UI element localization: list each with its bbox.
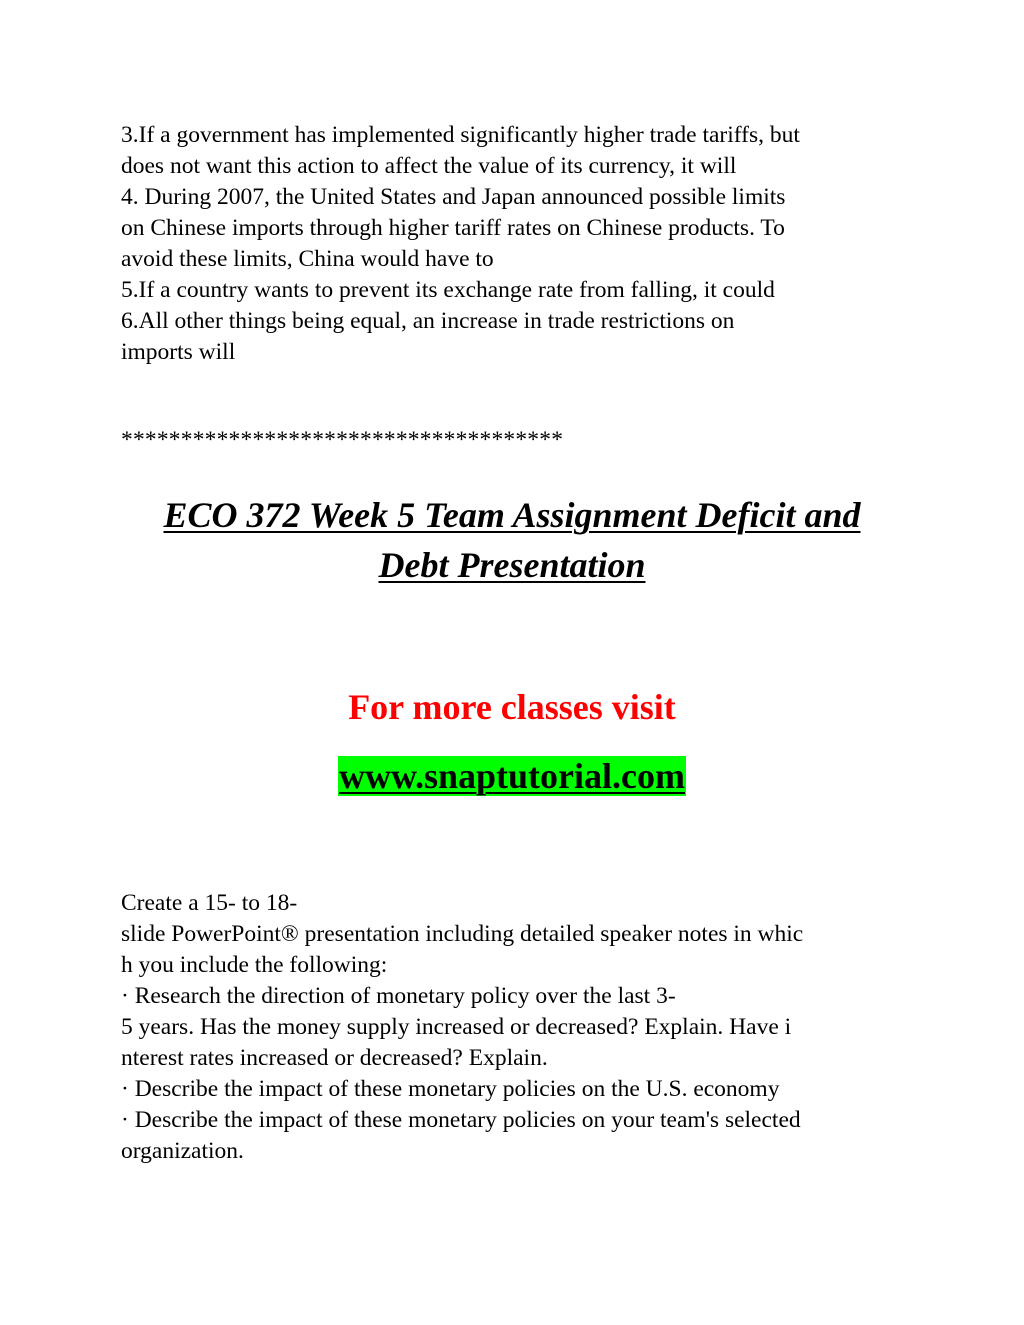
question-line: imports will <box>121 339 236 365</box>
question-line: 3.If a government has implemented significantly higher trade tariffs, but <box>121 122 800 148</box>
promo-link-row <box>0 752 1024 800</box>
question-line: 6.All other things being equal, an increase in trade restrictions on <box>121 308 735 334</box>
title-line-2: Debt Presentation <box>378 545 646 585</box>
questions-block <box>121 120 911 368</box>
task-line: organization. <box>121 1138 244 1164</box>
title-line-1: ECO 372 Week 5 Team Assignment Deficit and <box>163 495 861 535</box>
task-line: Create a 15- to 18- <box>121 890 298 916</box>
assignment-title <box>0 490 1024 590</box>
task-line: nterest rates increased or decreased? Explain. <box>121 1045 548 1071</box>
task-line: · Research the direction of monetary policy over the last 3- <box>121 983 676 1009</box>
task-line: 5 years. Has the money supply increased or decreased? Explain. Have i <box>121 1014 792 1040</box>
question-line: avoid these limits, China would have to <box>121 246 494 272</box>
task-description <box>121 888 911 1167</box>
question-line: on Chinese imports through higher tariff rates on Chinese products. To <box>121 215 785 241</box>
question-line: 4. During 2007, the United States and Japan announced possible limits <box>121 184 786 210</box>
separator-stars: ************************************* <box>121 427 564 453</box>
promo-text: For more classes visit <box>348 687 676 727</box>
task-line: slide PowerPoint® presentation including detailed speaker notes in whic <box>121 921 804 947</box>
task-line: · Describe the impact of these monetary policies on your team's selected <box>121 1107 801 1133</box>
question-line: 5.If a country wants to prevent its exchange rate from falling, it could <box>121 277 775 303</box>
website-link[interactable]: www.snaptutorial.com <box>338 756 685 796</box>
task-line: · Describe the impact of these monetary policies on the U.S. economy <box>121 1076 780 1102</box>
task-line: h you include the following: <box>121 952 388 978</box>
question-line: does not want this action to affect the value of its currency, it will <box>121 153 737 179</box>
